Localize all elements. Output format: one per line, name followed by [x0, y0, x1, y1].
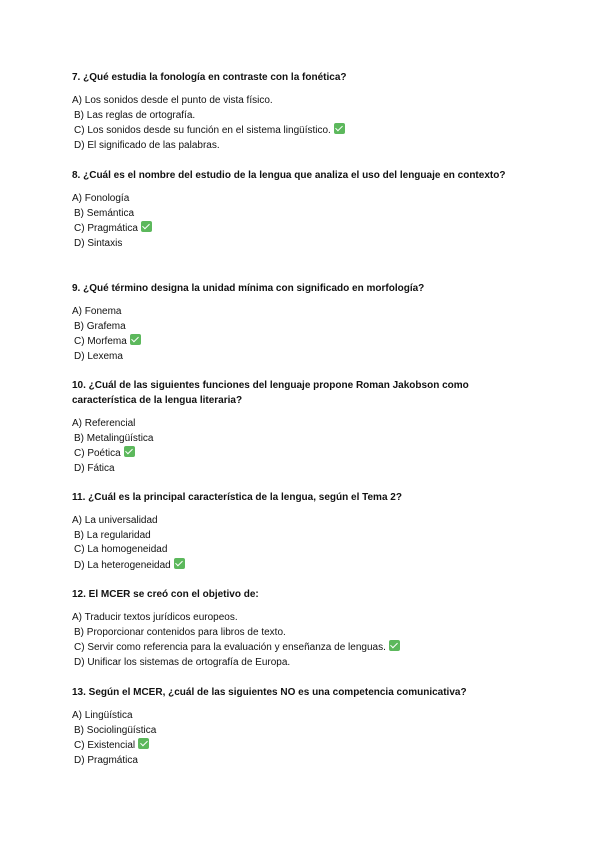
- option-b: B) La regularidad: [74, 529, 151, 541]
- check-mark-icon: [141, 221, 152, 232]
- option-a: A) Referencial: [72, 418, 136, 429]
- option-c: C) Pragmática: [72, 221, 512, 237]
- option-b: B) Las reglas de ortografía.: [74, 109, 196, 121]
- option-d: D) Fática: [74, 463, 115, 475]
- question-11: [72, 490, 512, 574]
- option-c: C) Morfema: [72, 334, 512, 350]
- option-d: D) Lexema: [74, 351, 123, 363]
- option-c: C) Servir como referencia para la evaluación y enseñanza de lenguas.: [72, 640, 512, 656]
- option-d: D) Sintaxis: [74, 238, 123, 250]
- question-10: [72, 378, 512, 477]
- question-text: 10. ¿Cuál de las siguientes funciones del lenguaje propone Roman Jakobson como característica de la lengua literaria?: [72, 380, 469, 406]
- question-text: 12. El MCER se creó con el objetivo de:: [72, 589, 259, 600]
- option-b: B) Sociolingüística: [74, 724, 157, 736]
- option-c: C) Los sonidos desde su función en el sistema lingüístico.: [72, 123, 512, 139]
- option-d: D) La heterogeneidad: [72, 558, 512, 574]
- option-d: D) Unificar los sistemas de ortografía de Europa.: [74, 657, 291, 669]
- check-mark-icon: [124, 446, 135, 457]
- question-text: 9. ¿Qué término designa la unidad mínima con significado en morfología?: [72, 283, 425, 294]
- option-a: A) La universalidad: [72, 515, 158, 526]
- question-8: [72, 168, 512, 252]
- question-13: [72, 685, 512, 769]
- check-mark-icon: [389, 640, 400, 651]
- question-12: [72, 587, 512, 671]
- question-text: 11. ¿Cuál es la principal característica de la lengua, según el Tema 2?: [72, 492, 402, 503]
- option-a: A) Fonema: [72, 306, 122, 317]
- check-mark-icon: [334, 123, 345, 134]
- check-mark-icon: [138, 738, 149, 749]
- option-c: C) La homogeneidad: [74, 544, 168, 556]
- option-d: D) Pragmática: [74, 755, 138, 767]
- option-a: A) Lingüística: [72, 710, 133, 721]
- option-b: B) Semántica: [74, 207, 135, 219]
- option-a: A) Fonología: [72, 193, 130, 204]
- option-c: C) Poética: [72, 446, 512, 462]
- check-mark-icon: [174, 558, 185, 569]
- question-7: [72, 70, 512, 154]
- question-text: 13. Según el MCER, ¿cuál de las siguientes NO es una competencia comunicativa?: [72, 687, 467, 698]
- option-b: B) Metalingüística: [74, 432, 154, 444]
- question-text: 7. ¿Qué estudia la fonología en contraste con la fonética?: [72, 72, 347, 83]
- option-b: B) Grafema: [74, 320, 126, 332]
- option-d: D) El significado de las palabras.: [74, 140, 220, 152]
- option-a: A) Traducir textos jurídicos europeos.: [72, 612, 238, 623]
- option-b: B) Proporcionar contenidos para libros de texto.: [74, 626, 286, 638]
- question-text: 8. ¿Cuál es el nombre del estudio de la lengua que analiza el uso del lenguaje en contexto?: [72, 170, 506, 181]
- check-mark-icon: [130, 334, 141, 345]
- question-9: [72, 281, 512, 365]
- option-c: C) Existencial: [72, 738, 512, 754]
- option-a: A) Los sonidos desde el punto de vista físico.: [72, 95, 273, 106]
